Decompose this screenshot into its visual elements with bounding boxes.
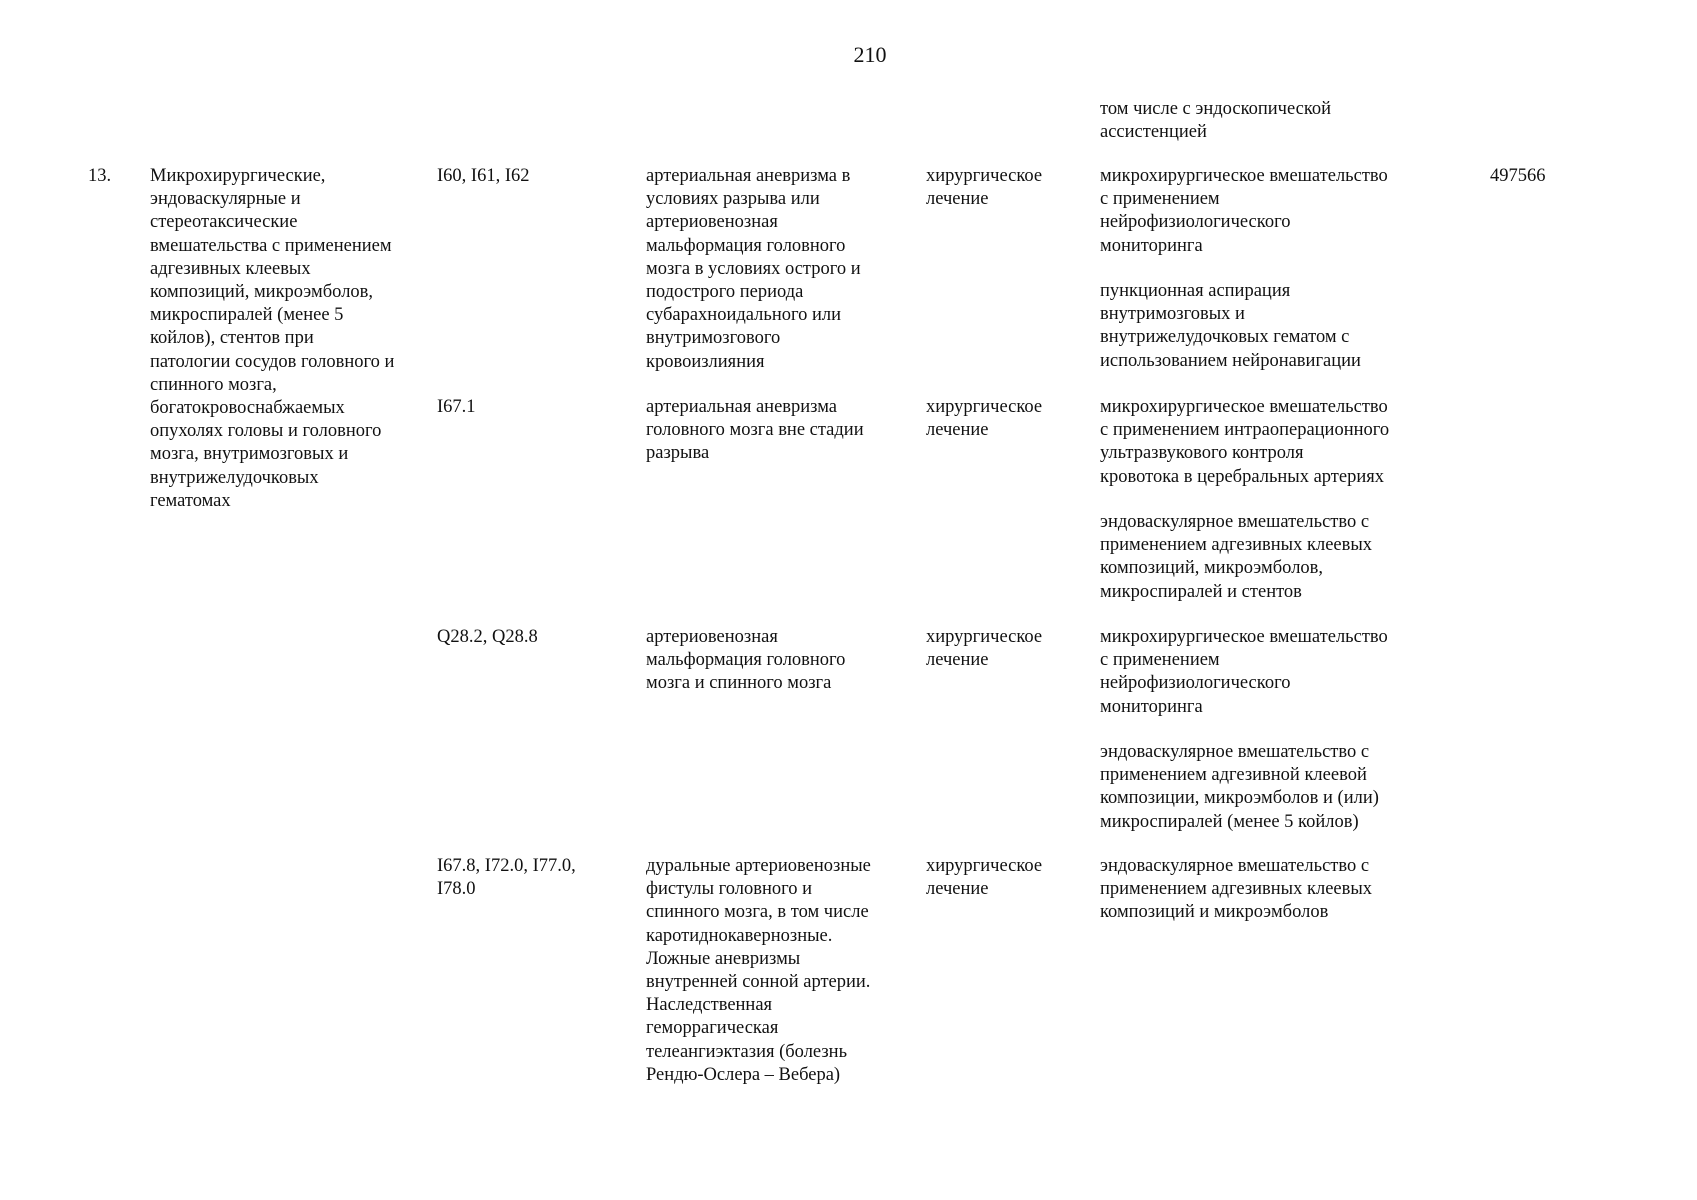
text-line: условиях разрыва или bbox=[646, 189, 820, 210]
text-line: кровотока в церебральных артериях bbox=[1100, 466, 1385, 487]
treatment-method bbox=[1100, 741, 1445, 834]
text-line: Микрохирургические, bbox=[150, 166, 326, 186]
text-line: лечение bbox=[926, 879, 989, 900]
text-line: артериовенозная bbox=[646, 212, 778, 233]
text-line: мониторинга bbox=[1100, 696, 1203, 717]
diagnosis bbox=[646, 626, 926, 696]
text-line: микроспиралей и стентов bbox=[1100, 581, 1302, 602]
text-line: спинного мозга, в том числе bbox=[646, 902, 869, 923]
text-line: внутрижелудочковых bbox=[150, 467, 319, 488]
text-line: адгезивных клеевых bbox=[150, 258, 311, 279]
diagnosis bbox=[646, 855, 926, 1087]
text-line: I78.0 bbox=[437, 879, 476, 900]
treatment-method bbox=[1100, 280, 1445, 373]
treatment-type bbox=[926, 626, 1096, 672]
text-line: гематомах bbox=[150, 490, 231, 511]
text-line: I67.8, I72.0, I77.0, bbox=[437, 856, 576, 876]
text-line: I60, I61, I62 bbox=[437, 166, 530, 186]
treatment-type bbox=[926, 855, 1096, 901]
text-line: хирургическое bbox=[926, 166, 1043, 186]
treatment-method bbox=[1100, 626, 1445, 719]
text-line: хирургическое bbox=[926, 856, 1043, 876]
text-line: геморрагическая bbox=[646, 1018, 779, 1039]
text-line: эндоваскулярное вмешательство с bbox=[1100, 856, 1370, 876]
text-line: артериальная аневризма bbox=[646, 397, 837, 417]
text-line: спинного мозга, bbox=[150, 374, 277, 395]
text-line: с применением интраоперационного bbox=[1100, 420, 1390, 441]
text-line: композиций, микроэмболов, bbox=[150, 282, 374, 303]
text-line: микроспиралей (менее 5 bbox=[150, 305, 344, 326]
icd-codes bbox=[437, 396, 637, 419]
text-line: субарахноидального или bbox=[646, 305, 841, 326]
text-line: пункционная аспирация bbox=[1100, 281, 1291, 301]
text-line: лечение bbox=[926, 650, 989, 671]
icd-codes bbox=[437, 626, 637, 649]
text-line: разрыва bbox=[646, 443, 710, 464]
icd-codes bbox=[437, 855, 637, 901]
diagnosis bbox=[646, 396, 926, 466]
text-line: койлов), стентов при bbox=[150, 328, 314, 349]
text-line: подострого периода bbox=[646, 282, 804, 303]
text-line: с применением bbox=[1100, 650, 1220, 671]
text-line: телеангиэктазия (болезнь bbox=[646, 1041, 848, 1062]
text-line: вмешательства с применением bbox=[150, 235, 392, 256]
text-line: использованием нейронавигации bbox=[1100, 350, 1361, 371]
text-line: ультразвукового контроля bbox=[1100, 443, 1304, 464]
text-line: внутримозговых и bbox=[1100, 304, 1245, 325]
text-line: ассистенцией bbox=[1100, 122, 1207, 143]
text-line: богатокровоснабжаемых bbox=[150, 398, 345, 419]
text-line: применением адгезивных клеевых bbox=[1100, 535, 1373, 556]
text-line: мальформация головного bbox=[646, 235, 846, 256]
text-line: эндоваскулярное вмешательство с bbox=[1100, 742, 1370, 762]
text-line: патологии сосудов головного и bbox=[150, 351, 395, 372]
text-line: микрохирургическое вмешательство bbox=[1100, 166, 1388, 186]
text-line: мозга, внутримозговых и bbox=[150, 444, 349, 465]
text-line: нейрофизиологического bbox=[1100, 673, 1291, 694]
treatment-method bbox=[1100, 511, 1445, 604]
text-line: микроспиралей (менее 5 койлов) bbox=[1100, 811, 1359, 832]
text-line: Наследственная bbox=[646, 995, 773, 1016]
text-line: композиций, микроэмболов, bbox=[1100, 558, 1324, 579]
text-line: применением адгезивных клеевых bbox=[1100, 879, 1373, 900]
text-line: внутренней сонной артерии. bbox=[646, 972, 871, 993]
treatment-type bbox=[926, 165, 1096, 211]
text-line: хирургическое bbox=[926, 397, 1043, 417]
diagnosis bbox=[646, 165, 926, 374]
text-line: внутримозгового bbox=[646, 328, 781, 349]
carryover-method-text bbox=[1100, 98, 1445, 144]
text-line: микрохирургическое вмешательство bbox=[1100, 627, 1388, 647]
row-number: 13. bbox=[88, 166, 112, 186]
text-line: мозга и спинного мозга bbox=[646, 673, 832, 694]
text-line: микрохирургическое вмешательство bbox=[1100, 397, 1388, 417]
text-line: мальформация головного bbox=[646, 650, 846, 671]
text-line: композиции, микроэмболов и (или) bbox=[1100, 788, 1379, 809]
treatment-method bbox=[1100, 396, 1445, 489]
text-line: каротиднокавернозные. bbox=[646, 925, 833, 946]
text-line: том числе с эндоскопической bbox=[1100, 99, 1332, 119]
text-line: мозга в условиях острого и bbox=[646, 258, 861, 279]
treatment-type bbox=[926, 396, 1096, 442]
text-line: нейрофизиологического bbox=[1100, 212, 1291, 233]
normative-cost: 497566 bbox=[1490, 166, 1546, 186]
text-line: применением адгезивной клеевой bbox=[1100, 765, 1367, 786]
treatment-method bbox=[1100, 855, 1445, 925]
text-line: с применением bbox=[1100, 189, 1220, 210]
text-line: хирургическое bbox=[926, 627, 1043, 647]
care-type-name bbox=[150, 165, 430, 513]
text-line: дуральные артериовенозные bbox=[646, 856, 871, 876]
treatment-method bbox=[1100, 165, 1445, 258]
text-line: стереотаксические bbox=[150, 212, 298, 233]
text-line: лечение bbox=[926, 420, 989, 441]
text-line: внутрижелудочковых гематом с bbox=[1100, 327, 1350, 348]
text-line: артериовенозная bbox=[646, 627, 778, 647]
text-line: мониторинга bbox=[1100, 235, 1203, 256]
text-line: лечение bbox=[926, 189, 989, 210]
text-line: Рендю-Ослера – Вебера) bbox=[646, 1064, 841, 1085]
text-line: кровоизлияния bbox=[646, 351, 765, 372]
text-line: головного мозга вне стадии bbox=[646, 420, 864, 441]
text-line: I67.1 bbox=[437, 397, 476, 417]
text-line: эндоваскулярное вмешательство с bbox=[1100, 512, 1370, 532]
text-line: композиций и микроэмболов bbox=[1100, 902, 1329, 923]
text-line: артериальная аневризма в bbox=[646, 166, 851, 186]
text-line: эндоваскулярные и bbox=[150, 189, 301, 210]
page-number: 210 bbox=[853, 42, 887, 67]
text-line: опухолях головы и головного bbox=[150, 421, 382, 442]
text-line: Q28.2, Q28.8 bbox=[437, 627, 538, 647]
text-line: фистулы головного и bbox=[646, 879, 813, 900]
icd-codes bbox=[437, 165, 637, 188]
text-line: Ложные аневризмы bbox=[646, 948, 801, 969]
